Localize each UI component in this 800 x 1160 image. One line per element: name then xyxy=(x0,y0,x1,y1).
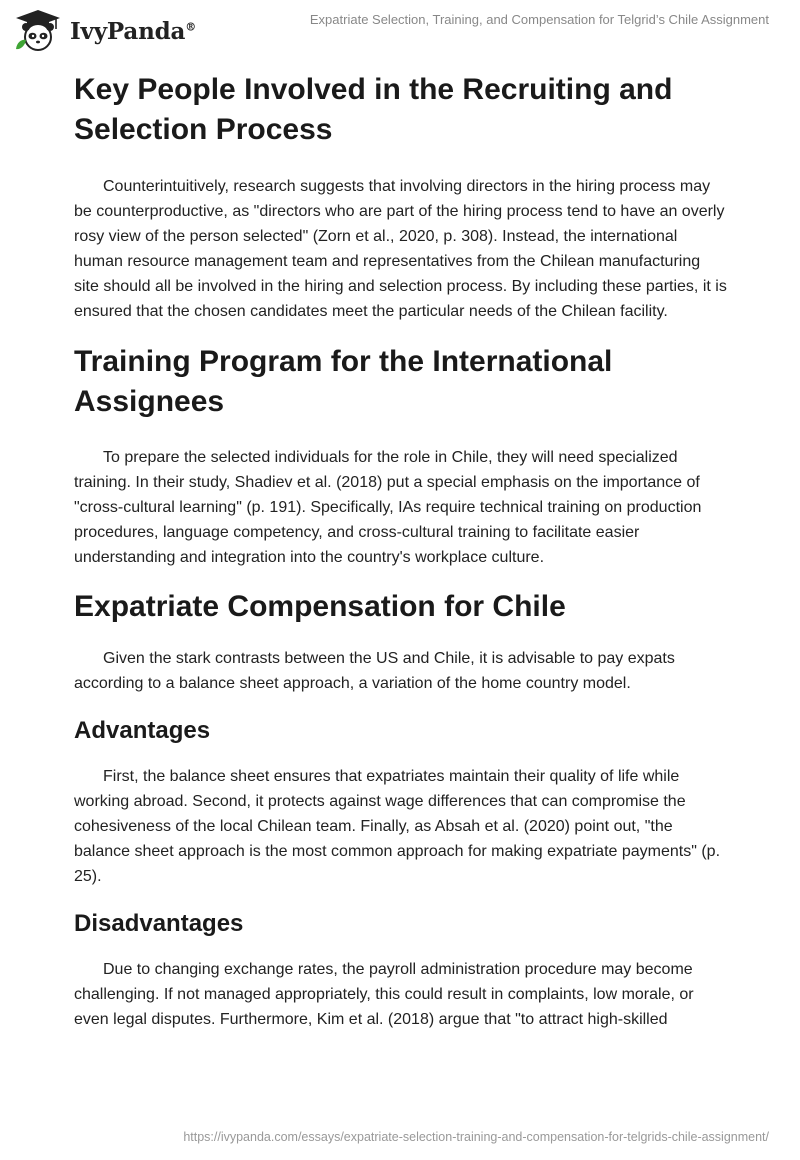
ivypanda-logo[interactable] xyxy=(14,9,204,53)
source-url[interactable]: https://ivypanda.com/essays/expatriate-selection-training-and-compensation-for-telgrids-chile-assignment/ xyxy=(183,1130,769,1144)
logo-text: IvyPanda® xyxy=(70,17,196,45)
page-header xyxy=(0,0,800,60)
section-heading-expatriate-compensation: Expatriate Compensation for Chile xyxy=(74,590,566,623)
document-title: Expatriate Selection, Training, and Compensation for Telgrid’s Chile Assignment xyxy=(309,12,769,27)
subheading-advantages: Advantages xyxy=(74,717,211,744)
paragraph-training-program: To prepare the selected individuals for the role in Chile, they will need specialized training. In their study, Shadiev et al. (2018) put a special emphasis on the importance of "cross-cultural learning" (p. 191). Specifically, IAs require technical training on production procedures, language competency, and cross-cultural training to facilitate easier understanding and integration into the country's workplace culture. xyxy=(74,449,702,566)
paragraph-key-people: Counterintuitively, research suggests that involving directors in the hiring process may be counterproductive, as "directors who are part of the hiring process tend to have an overly rosy view of the person selected" (Zorn et al., 2020, p. 308). Instead, the international human resource management team and representatives from the Chilean manufacturing site should all be involved in the hiring and selection process. By including these parties, it is ensured that the chosen candidates meet the particular needs of the Chilean facility. xyxy=(74,178,727,320)
article-body xyxy=(74,70,729,1032)
section-heading-training-program: Training Program for the International Assignees xyxy=(74,345,613,418)
panda-graduate-icon xyxy=(14,9,62,53)
paragraph-disadvantages: Due to changing exchange rates, the payroll administration procedure may become challenging. If not managed appropriately, this could result in complaints, low morale, or even legal disputes. Furthermore, Kim et al. (2018) argue that "to attract high-skilled xyxy=(74,961,694,1028)
section-heading-key-people: Key People Involved in the Recruiting and Selection Process xyxy=(74,73,673,146)
paragraph-expatriate-compensation: Given the stark contrasts between the US and Chile, it is advisable to pay expats according to a balance sheet approach, a variation of the home country model. xyxy=(74,650,675,692)
paragraph-advantages: First, the balance sheet ensures that expatriates maintain their quality of life while working abroad. Second, it protects against wage differences that can compromise the cohesiveness of the local Chilean team. Finally, as Absah et al. (2020) point out, "the balance sheet approach is the most common approach for making expatriate payments" (p. 25). xyxy=(74,768,721,885)
subheading-disadvantages: Disadvantages xyxy=(74,910,244,937)
